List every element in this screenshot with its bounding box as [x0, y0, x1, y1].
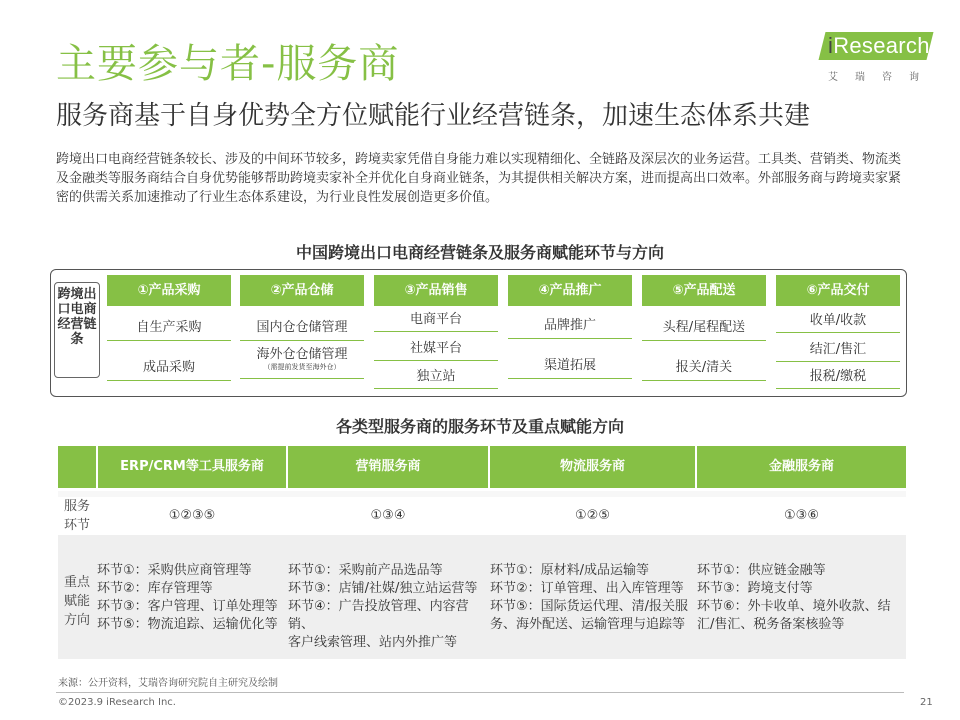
steps-marketing: ①③④ [370, 508, 406, 523]
chain-item-text: 海外仓仓储管理 [256, 347, 348, 362]
chain-column-header: ⑤产品配送 [642, 275, 766, 306]
chain-diagram-title: 中国跨境出口电商经营链条及服务商赋能环节与方向 [295, 243, 664, 262]
iresearch-logo [822, 28, 936, 88]
chain-item: 报关/清关 [642, 355, 766, 381]
chain-column-header: ④产品推广 [508, 275, 632, 306]
chain-item: 社媒平台 [374, 336, 498, 361]
chain-item: 收单/收款 [776, 308, 900, 333]
source-note: 来源：公开资料，艾瑞咨询研究院自主研究及绘制 [58, 678, 278, 689]
chain-column-procurement [107, 275, 231, 375]
chain-item: 结汇/售汇 [776, 337, 900, 362]
chain-column-header: ③产品销售 [374, 275, 498, 306]
footer-divider [56, 692, 904, 693]
chain-item-overseas [240, 343, 364, 379]
table-header-marketing: 营销服务商 [288, 446, 488, 488]
chain-column-fulfillment [776, 275, 900, 384]
page-number: 21 [920, 697, 933, 708]
page-subtitle: 服务商基于自身优势全方位赋能行业经营链条，加速生态体系共建 [56, 101, 811, 131]
details-finance: 环节①：供应链金融等 环节③：跨境支付等 环节⑥：外卡收单、境外收款、结 汇/售汇、税务备案核验等 [697, 563, 891, 632]
page-title: 主要参与者-服务商 [56, 41, 400, 87]
chain-item: 品牌推广 [508, 313, 632, 339]
chain-column-header: ②产品仓储 [240, 275, 364, 306]
row-label-steps: 服务环节 [63, 499, 90, 533]
steps-tools: ①②③⑤ [168, 508, 216, 523]
table-corner-cell [58, 446, 96, 488]
details-marketing: 环节①：采购前产品选品等 环节③：店铺/社媒/独立站运营等 环节④：广告投放管理、内容营销、 客户线索管理、站内外推广等 [288, 563, 478, 650]
table-header-tools: ERP/CRM等工具服务商 [98, 446, 286, 488]
chain-item: 头程/尾程配送 [642, 315, 766, 341]
steps-logistics: ①②⑤ [575, 508, 610, 523]
chain-column-header: ⑥产品交付 [776, 275, 900, 306]
intro-paragraph: 跨境出口电商经营链条较长、涉及的中间环节较多，跨境卖家凭借自身能力难以实现精细化、全链路及深层次的业务运营。工具类、营销类、物流类及金融类等服务商结合自身优势能够帮助跨境卖家补全并优化自身商业链条，为其提供相关解决方案，进而提高出口效率。外部服务商与跨境卖家紧密的供需关系加速推动了行业生态体系建设，为行业良性发展创造更多价值。 [56, 152, 902, 205]
chain-column-promotion [508, 275, 632, 373]
details-logistics: 环节①：原材料/成品运输等 环节②：订单管理、出入库管理等 环节⑤：国际货运代理、清/报关服 务、海外配送、运输管理与追踪等 [490, 563, 689, 632]
chain-item: 自生产采购 [107, 315, 231, 341]
chain-item: 电商平台 [374, 307, 498, 332]
table-header-logistics: 物流服务商 [490, 446, 695, 488]
chain-item: 成品采购 [107, 355, 231, 381]
chain-column-header: ①产品采购 [107, 275, 231, 306]
copyright: ©2023.9 iResearch Inc. [58, 697, 176, 708]
logo-wordmark: iResearch [828, 33, 930, 58]
chain-column-delivery [642, 275, 766, 375]
details-tools: 环节①：采购供应商管理等 环节②：库存管理等 环节③：客户管理、订单处理等 环节⑤：物流追踪、运输优化等 [97, 563, 278, 632]
chain-item: 独立站 [374, 365, 498, 389]
row-label-focus: 重点赋能方向 [63, 575, 90, 628]
logo-chinese-name: 艾瑞咨询 [828, 72, 936, 83]
steps-finance: ①③⑥ [784, 508, 819, 523]
chain-item: 渠道拓展 [508, 353, 632, 379]
chain-column-sales [374, 275, 498, 384]
chain-item-note: （需提前发货至海外仓） [263, 363, 341, 371]
table-header-finance: 金融服务商 [697, 446, 906, 488]
chain-row-label: 跨境出口电商经营链条 [54, 282, 100, 378]
chain-column-warehousing [240, 275, 364, 371]
table-title: 各类型服务商的服务环节及重点赋能方向 [335, 417, 624, 436]
chain-item: 国内仓仓储管理 [240, 315, 364, 341]
chain-item: 报税/缴税 [776, 365, 900, 389]
